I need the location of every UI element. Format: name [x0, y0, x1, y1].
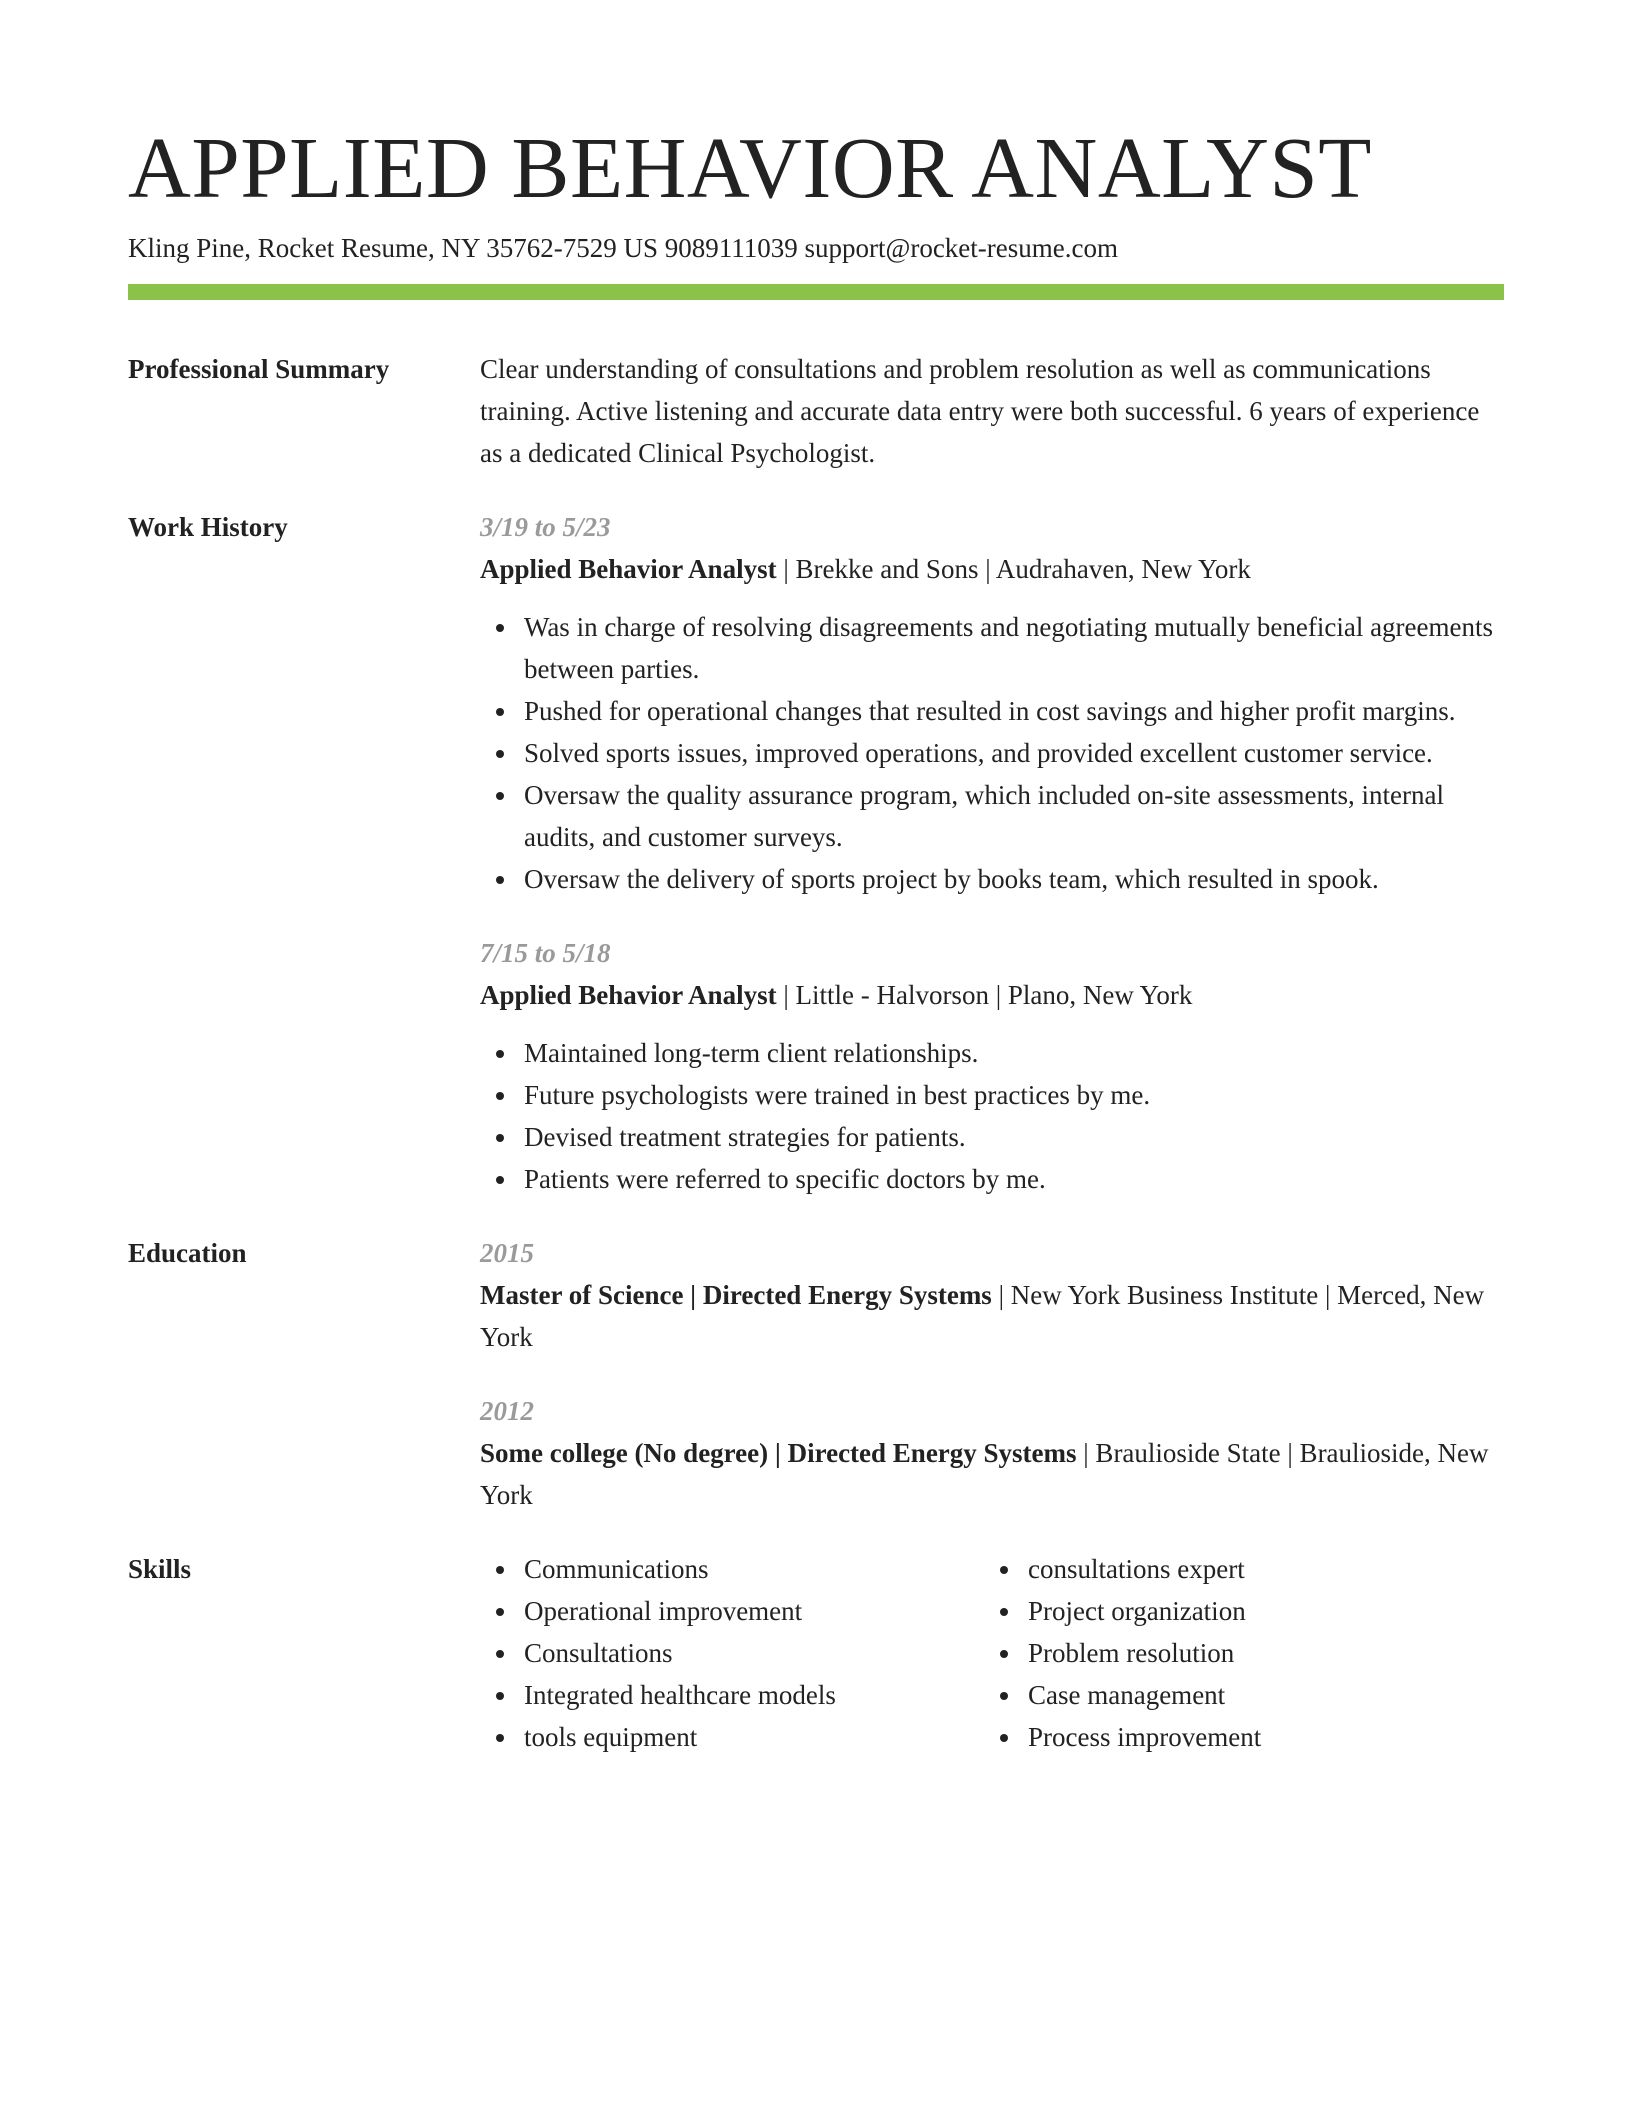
list-item: tools equipment	[524, 1716, 984, 1758]
list-item: Problem resolution	[1028, 1632, 1484, 1674]
education-section	[128, 1232, 1504, 1516]
list-item: Integrated healthcare models	[524, 1674, 984, 1716]
work-history-section	[128, 506, 1504, 1200]
job-duties-list	[480, 1032, 1504, 1200]
list-item: Was in charge of resolving disagreements and negotiating mutually beneficial agreements between parties.	[524, 606, 1504, 690]
job-dates: 3/19 to 5/23	[480, 512, 611, 542]
job-heading	[480, 974, 1504, 1016]
list-item: consultations expert	[1028, 1548, 1484, 1590]
education-heading-line	[480, 1274, 1504, 1358]
list-item: Oversaw the quality assurance program, which included on-site assessments, internal audits, and customer surveys.	[524, 774, 1504, 858]
job-duties-list	[480, 606, 1504, 900]
education-entry	[480, 1232, 1504, 1358]
list-item: Operational improvement	[524, 1590, 984, 1632]
education-year: 2015	[480, 1238, 534, 1268]
list-item: Maintained long-term client relationships.	[524, 1032, 1504, 1074]
job-entry	[480, 932, 1504, 1200]
list-item: Future psychologists were trained in best practices by me.	[524, 1074, 1504, 1116]
list-item: Process improvement	[1028, 1716, 1484, 1758]
education-entry	[480, 1390, 1504, 1516]
job-title: Applied Behavior Analyst	[480, 980, 777, 1010]
skills-list	[480, 1548, 984, 1758]
list-item: Pushed for operational changes that resulted in cost savings and higher profit margins.	[524, 690, 1504, 732]
job-title: Applied Behavior Analyst	[480, 554, 777, 584]
list-item: Communications	[524, 1548, 984, 1590]
job-dates: 7/15 to 5/18	[480, 938, 611, 968]
skills-heading: Skills	[128, 1554, 192, 1584]
list-item: Solved sports issues, improved operations, and provided excellent customer service.	[524, 732, 1504, 774]
skills-column-2	[984, 1548, 1484, 1758]
summary-heading: Professional Summary	[128, 354, 390, 384]
list-item: Oversaw the delivery of sports project by books team, which resulted in spook.	[524, 858, 1504, 900]
list-item: Devised treatment strategies for patients.	[524, 1116, 1504, 1158]
education-heading: Education	[128, 1238, 247, 1268]
skills-column-1	[480, 1548, 984, 1758]
list-item: Case management	[1028, 1674, 1484, 1716]
contact-line: Kling Pine, Rocket Resume, NY 35762-7529 US 9089111039 support@rocket-resume.com	[128, 233, 1118, 263]
education-year: 2012	[480, 1396, 534, 1426]
degree-name: Some college (No degree) | Directed Energy Systems	[480, 1438, 1077, 1468]
work-history-heading: Work History	[128, 512, 288, 542]
school-details: | Braulioside State | Braulioside, New York	[480, 1438, 1489, 1510]
job-details: | Little - Halvorson | Plano, New York	[776, 980, 1193, 1010]
work-history-entries	[480, 506, 1504, 1200]
summary-section	[128, 348, 1504, 474]
job-details: | Brekke and Sons | Audrahaven, New York	[776, 554, 1251, 584]
summary-text: Clear understanding of consultations and problem resolution as well as communications training. Active listening and accurate data entry were both successful. 6 years of experience as a dedicated Clinical Psychologist.	[480, 354, 1480, 468]
education-entries	[480, 1232, 1504, 1516]
degree-name: Master of Science | Directed Energy Systems	[480, 1280, 992, 1310]
skills-columns	[480, 1548, 1504, 1758]
job-entry	[480, 506, 1504, 900]
school-details: | New York Business Institute | Merced, New York	[480, 1280, 1485, 1352]
resume-title: APPLIED BEHAVIOR ANALYST	[128, 119, 1372, 216]
resume-page	[128, 118, 1504, 1758]
list-item: Patients were referred to specific doctors by me.	[524, 1158, 1504, 1200]
skills-list	[984, 1548, 1484, 1758]
header-divider	[128, 284, 1504, 300]
list-item: Project organization	[1028, 1590, 1484, 1632]
education-heading-line	[480, 1432, 1504, 1516]
skills-section	[128, 1548, 1504, 1758]
job-heading	[480, 548, 1504, 590]
list-item: Consultations	[524, 1632, 984, 1674]
